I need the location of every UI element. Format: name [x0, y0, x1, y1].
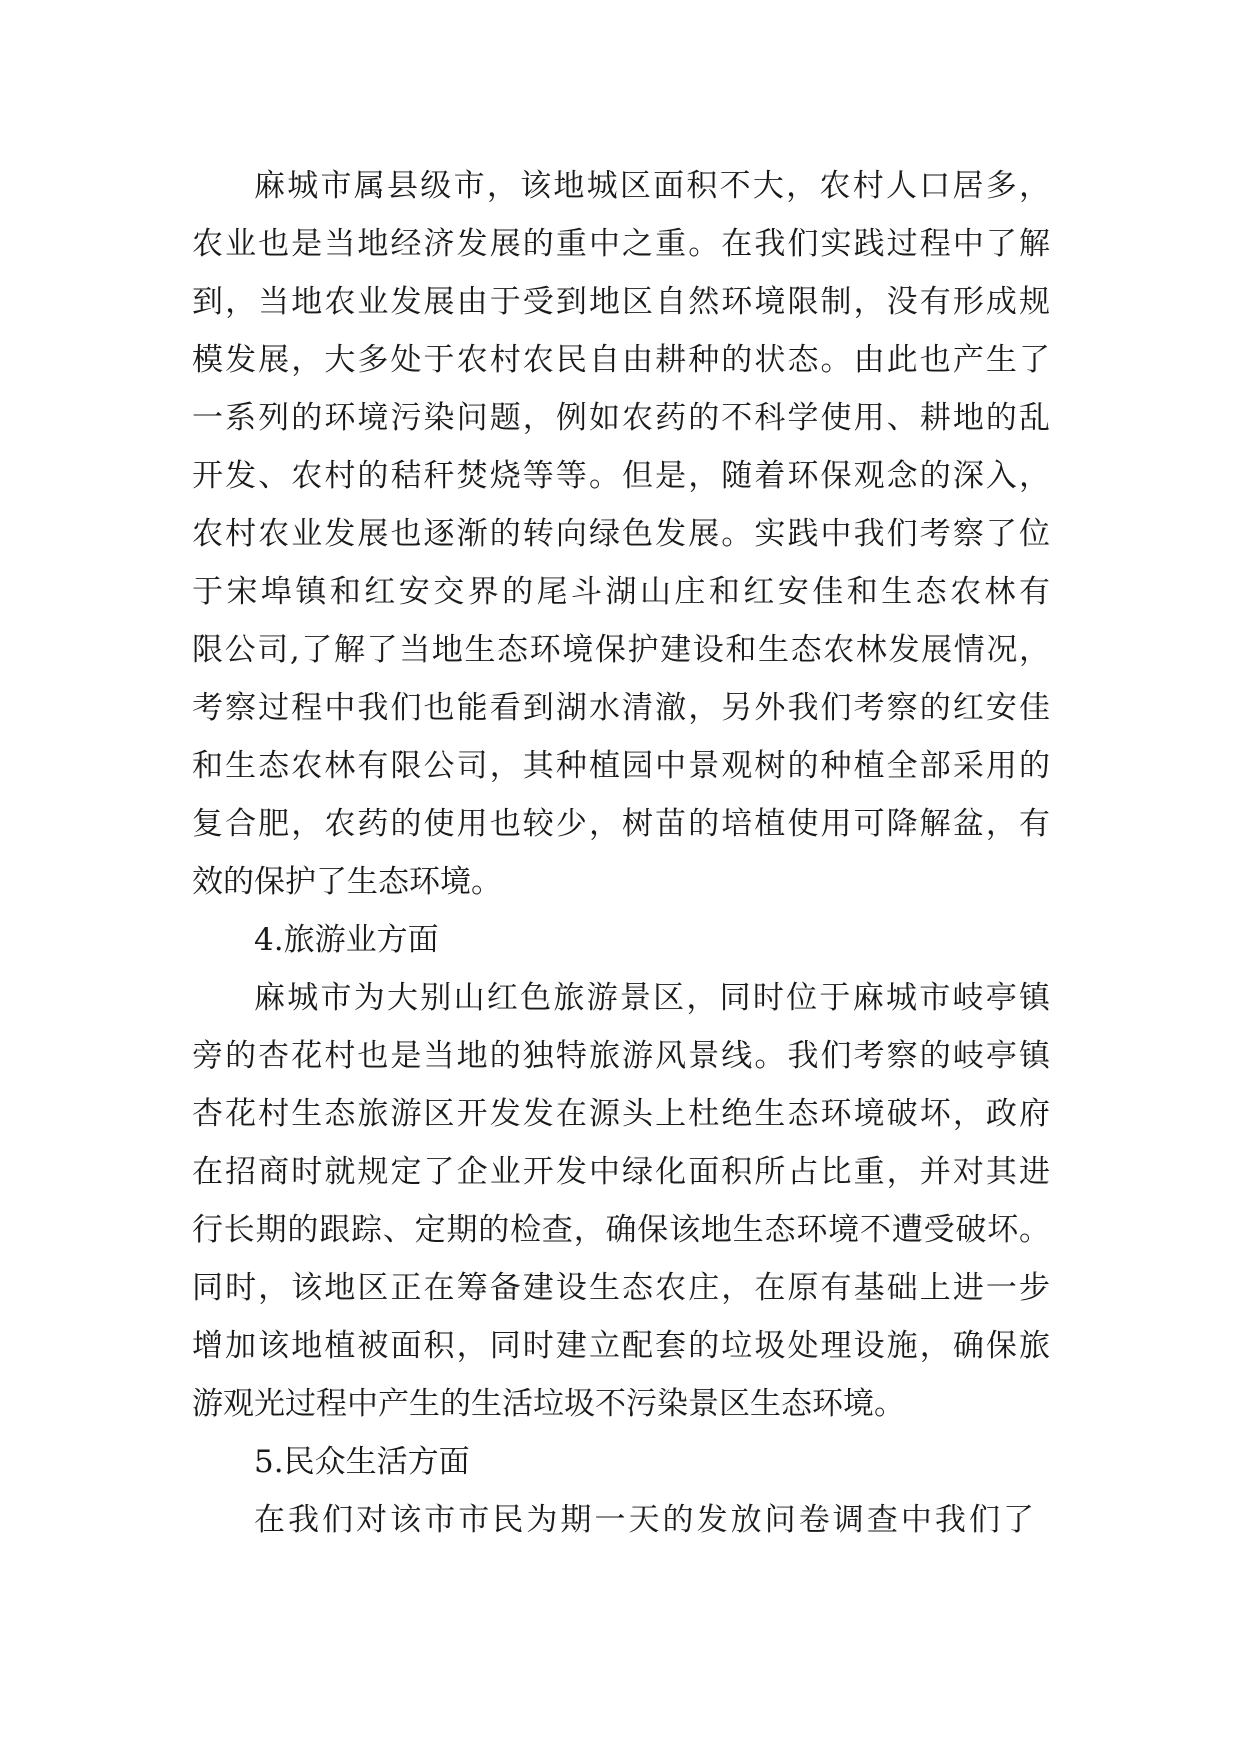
paragraph-line: 农业也是当地经济发展的重中之重。在我们实践过程中了解: [192, 226, 1050, 262]
paragraph-line: 在招商时就规定了企业开发中绿化面积所占比重，并对其进: [192, 1154, 1050, 1190]
paragraph-line: 复合肥，农药的使用也较少，树苗的培植使用可降解盆，有: [192, 806, 1050, 842]
paragraph-line: 开发、农村的秸秆焚烧等等。但是，随着环保观念的深入，: [192, 458, 1050, 494]
paragraph-line: 于宋埠镇和红安交界的尾斗湖山庄和红安佳和生态农林有: [192, 574, 1050, 610]
paragraph-line: 一系列的环境污染问题，例如农药的不科学使用、耕地的乱: [192, 400, 1050, 436]
paragraph-line: 旁的杏花村也是当地的独特旅游风景线。我们考察的岐亭镇: [192, 1038, 1050, 1074]
paragraph-line: 和生态农林有限公司，其种植园中景观树的种植全部采用的: [192, 748, 1050, 784]
paragraph-line: 限公司,了解了当地生态环境保护建设和生态农林发展情况，: [192, 632, 1050, 668]
paragraph-line: 行长期的跟踪、定期的检查，确保该地生态环境不遭受破坏。: [192, 1212, 1050, 1248]
paragraph-line: 麻城市属县级市，该地城区面积不大，农村人口居多，: [254, 168, 1050, 204]
paragraph-line: 模发展，大多处于农村农民自由耕种的状态。由此也产生了: [192, 342, 1050, 378]
paragraph-line: 到，当地农业发展由于受到地区自然环境限制，没有形成规: [192, 284, 1050, 320]
paragraph-line: 农村农业发展也逐渐的转向绿色发展。实践中我们考察了位: [192, 516, 1050, 552]
paragraph-line: 游观光过程中产生的生活垃圾不污染景区生态环境。: [192, 1386, 905, 1422]
paragraph-line: 麻城市为大别山红色旅游景区，同时位于麻城市岐亭镇: [254, 980, 1050, 1016]
paragraph-line: 效的保护了生态环境。: [192, 864, 502, 900]
paragraph-line: 同时，该地区正在筹备建设生态农庄，在原有基础上进一步: [192, 1270, 1050, 1306]
paragraph-line: 增加该地植被面积，同时建立配套的垃圾处理设施，确保旅: [192, 1328, 1050, 1364]
section-heading: 5.民众生活方面: [254, 1444, 470, 1480]
paragraph-line: 考察过程中我们也能看到湖水清澈，另外我们考察的红安佳: [192, 690, 1050, 726]
paragraph-line: 在我们对该市市民为期一天的发放问卷调查中我们了: [254, 1502, 1034, 1538]
section-heading: 4.旅游业方面: [254, 922, 439, 958]
paragraph-line: 杏花村生态旅游区开发发在源头上杜绝生态环境破坏，政府: [192, 1096, 1050, 1132]
